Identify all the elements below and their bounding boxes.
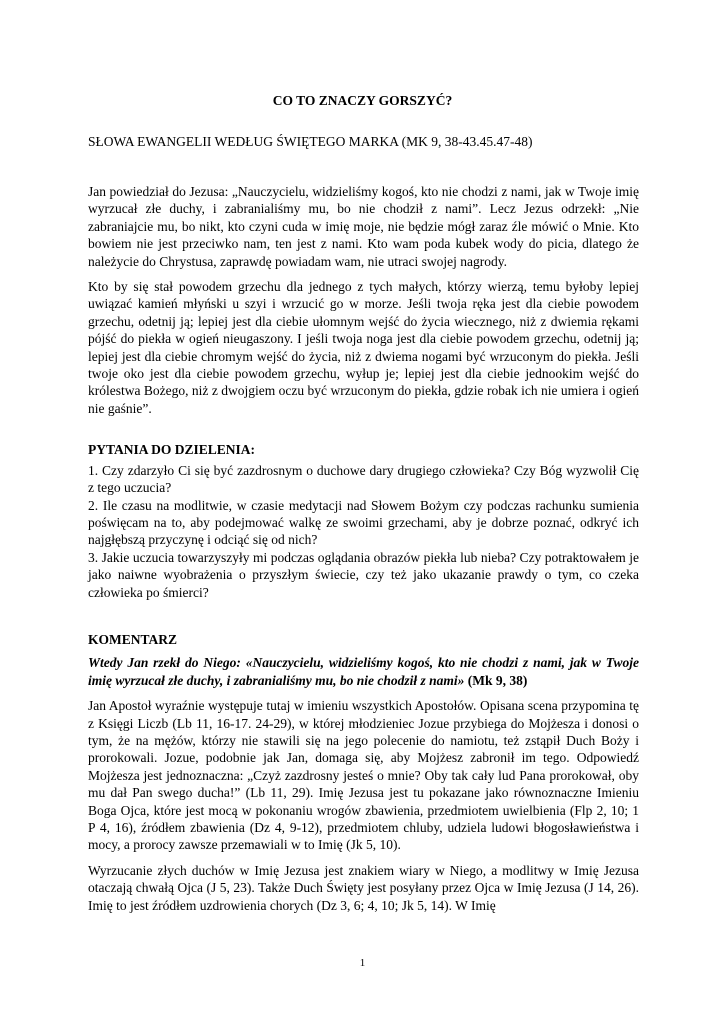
- commentary-quote-reference: (Mk 9, 38): [467, 672, 528, 688]
- gospel-reference: SŁOWA EWANGELII WEDŁUG ŚWIĘTEGO MARKA (MK 9, 38-43.45.47-48): [88, 134, 533, 149]
- questions-heading: PYTANIA DO DZIELENIA:: [88, 442, 256, 458]
- question-item: 1. Czy zdarzyło Ci się być zazdrosnym o duchowe dary drugiego człowieka? Czy Bóg wyzwolił Cię z tego uczucia?: [88, 462, 639, 496]
- page-number: 1: [359, 957, 366, 969]
- question-item: 3. Jakie uczucia towarzyszyły mi podczas oglądania obrazów piekła lub nieba? Czy potraktowałem je jako naiwne wyobrażenia o przyszłym świecie, czy też jako ukazanie prawdy o tym, co czeka człowieka po śmierci?: [88, 549, 639, 600]
- gospel-paragraph: Kto by się stał powodem grzechu dla jednego z tych małych, którzy wierzą, temu byłoby lepiej uwiązać kamień młyński u szyi i wrzucić go w morze. Jeśli twoja ręka jest dla ciebie powodem grzechu, odetnij ją; lepiej jest dla ciebie ułomnym wejść do życia wiecznego, niż z dwiemia rękami pójść do piekła w ogień nieugaszony. I jeśli twoja noga jest dla ciebie powodem grzechu, odetnij ją; lepiej jest dla ciebie chromym wejść do życia, niż z dwiema nogami być wrzuconym do piekła. Jeśli twoje oko jest dla ciebie powodem grzechu, wyłup je; lepiej jest dla ciebie jednookim wejść do królestwa Bożego, niż z dwojgiem oczu być wrzuconym do piekła, gdzie robak ich nie umiera i ogień nie gaśnie”.: [88, 279, 639, 416]
- page-title: CO TO ZNACZY GORSZYĆ?: [272, 93, 453, 108]
- question-item: 2. Ile czasu na modlitwie, w czasie medytacji nad Słowem Bożym czy podczas rachunku sumienia poświęcam na to, aby podejmować walkę ze swoimi grzechami, aby je dobrze poznać, odkryć ich najgłębszą przyczynę i odciąć się od nich?: [88, 497, 639, 548]
- commentary-paragraph: Wyrzucanie złych duchów w Imię Jezusa jest znakiem wiary w Niego, a modlitwy w Imię Jezusa otaczają chwałą Ojca (J 5, 23). Także Duch Święty jest posyłany przez Ojca w Imię Jezusa (J 14, 26). Imię to jest źródłem uzdrowienia chorych (Dz 3, 6; 4, 10; Jk 5, 14). W Imię: [88, 862, 639, 913]
- commentary-heading: KOMENTARZ: [88, 631, 178, 647]
- questions-list: [88, 462, 639, 601]
- commentary-quote-text: Wtedy Jan rzekł do Niego: «Nauczycielu, widzieliśmy kogoś, kto nie chodzi z nami, jak w Twoje imię wyrzucał złe duchy, i zabranialiśmy mu, bo nie chodził z nami»: [88, 655, 639, 688]
- document-body: [88, 183, 639, 922]
- commentary-quote: [88, 654, 639, 689]
- commentary-paragraph: Jan Apostoł wyraźnie występuje tutaj w imieniu wszystkich Apostołów. Opisana scena przypomina tę z Księgi Liczb (Lb 11, 16-17. 24-29), w której młodzieniec Jozue przybiega do Mojżesza i donosi o tym, że na mężów, którzy nie stawili się na jego polecenie do namiotu, też zstąpił Duch Boży i prorokowali. Jozue, podobnie jak Jan, domaga się, aby Mojżesz zabronił im tego. Odpowiedź Mojżesza jest jednoznaczna: „Czyż zazdrosny jesteś o mnie? Oby tak cały lud Pana prorokował, oby mu dał Pan swego ducha!” (Lb 11, 29). Imię Jezusa jest tu pokazane jako równoznaczne Imieniu Boga Ojca, które jest mocą w pokonaniu wrogów zbawienia, przedmiotem uwielbienia (Flp 2, 10; 1 P 4, 16), źródłem zbawienia (Dz 4, 9-12), przedmiotem chluby, udziela ludowi błogosławieństwa i mocy, a prorocy zawsze przemawiali w to Imię (Jk 5, 10).: [88, 698, 639, 853]
- gospel-paragraph: Jan powiedział do Jezusa: „Nauczycielu, widzieliśmy kogoś, kto nie chodzi z nami, jak w Twoje imię wyrzucał złe duchy, i zabranialiśmy mu, bo nie chodził z nami”. Lecz Jezus odrzekł: „Nie zabraniajcie mu, bo nikt, kto czyni cuda w imię moje, nie będzie mógł zaraz źle mówić o Mnie. Kto bowiem nie jest przeciwko nam, ten jest z nami. Kto wam poda kubek wody do picia, dlatego że należycie do Chrystusa, zaprawdę powiadam wam, nie utraci swojej nagrody.: [88, 184, 639, 269]
